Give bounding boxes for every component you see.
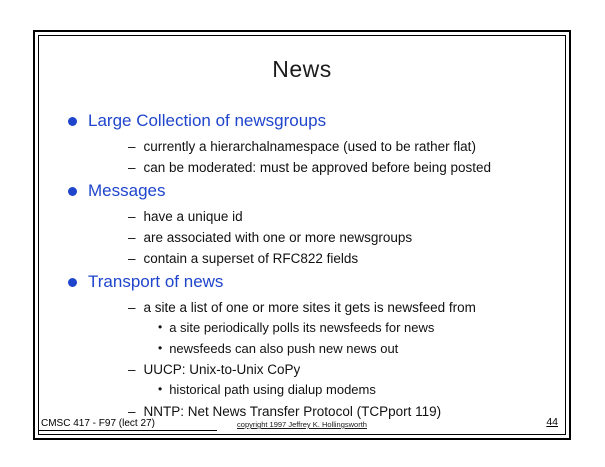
footer-copyright: copyright 1997 Jeffrey K. Hollingsworth bbox=[237, 420, 367, 429]
dash-icon: – bbox=[128, 362, 136, 377]
dash-icon: – bbox=[128, 251, 136, 266]
section-heading: Large Collection of newsgroups bbox=[88, 111, 327, 130]
sub-item bbox=[128, 206, 565, 227]
section-newsgroups bbox=[67, 109, 565, 178]
dash-icon: – bbox=[128, 139, 136, 154]
bullet-icon bbox=[68, 117, 77, 126]
sub-item-text: are associated with one or more newsgroups bbox=[143, 230, 413, 245]
slide-inner-border bbox=[38, 35, 566, 435]
footer-course-label: CMSC 417 - F97 (lect 27) bbox=[39, 418, 217, 431]
sub-item-text: historical path using dialup modems bbox=[169, 382, 376, 397]
dot-icon: • bbox=[158, 382, 163, 396]
sub-item bbox=[128, 248, 565, 269]
dash-icon: – bbox=[128, 230, 136, 245]
sub-sub-item bbox=[158, 339, 565, 360]
bullet-item bbox=[67, 179, 565, 203]
sub-item bbox=[128, 297, 565, 318]
sub-item-text: currently a hierarchalnamespace (used to be rather flat) bbox=[143, 139, 476, 154]
slide-body bbox=[67, 109, 565, 422]
sub-item-text: a site periodically polls its newsfeeds for news bbox=[169, 320, 435, 335]
bullet-icon bbox=[68, 187, 77, 196]
sub-item-text: UUCP: Unix-to-Unix CoPy bbox=[143, 362, 301, 377]
sub-item-text: a site a list of one or more sites it gets is newsfeed from bbox=[143, 300, 476, 315]
dash-icon: – bbox=[128, 209, 136, 224]
section-messages bbox=[67, 179, 565, 269]
bullet-item bbox=[67, 109, 565, 133]
section-heading: Transport of news bbox=[88, 272, 224, 291]
dot-icon: • bbox=[158, 320, 163, 334]
sub-sub-item bbox=[158, 380, 565, 401]
sub-item-text: can be moderated: must be approved before being posted bbox=[143, 160, 492, 175]
sub-item bbox=[128, 227, 565, 248]
sub-item-text: contain a superset of RFC822 fields bbox=[143, 251, 359, 266]
dash-icon: – bbox=[128, 160, 136, 175]
slide-title: News bbox=[272, 56, 332, 82]
sub-item-text: NNTP: Net News Transfer Protocol (TCPport 119) bbox=[143, 403, 442, 419]
sub-item-text: newsfeeds can also push new news out bbox=[169, 340, 399, 356]
dot-icon: • bbox=[158, 340, 163, 355]
sub-item bbox=[128, 359, 565, 380]
sub-item-text: have a unique id bbox=[143, 209, 243, 224]
page-number: 44 bbox=[546, 416, 558, 428]
sub-sub-item bbox=[158, 318, 565, 339]
section-heading: Messages bbox=[88, 181, 166, 200]
dash-icon: – bbox=[128, 300, 136, 315]
section-transport bbox=[67, 270, 565, 422]
dash-icon: – bbox=[128, 403, 136, 419]
bullet-icon bbox=[68, 278, 77, 287]
sub-item bbox=[128, 157, 565, 178]
bullet-item bbox=[67, 270, 565, 294]
slide-outer-border bbox=[33, 30, 571, 440]
sub-item bbox=[128, 136, 565, 157]
